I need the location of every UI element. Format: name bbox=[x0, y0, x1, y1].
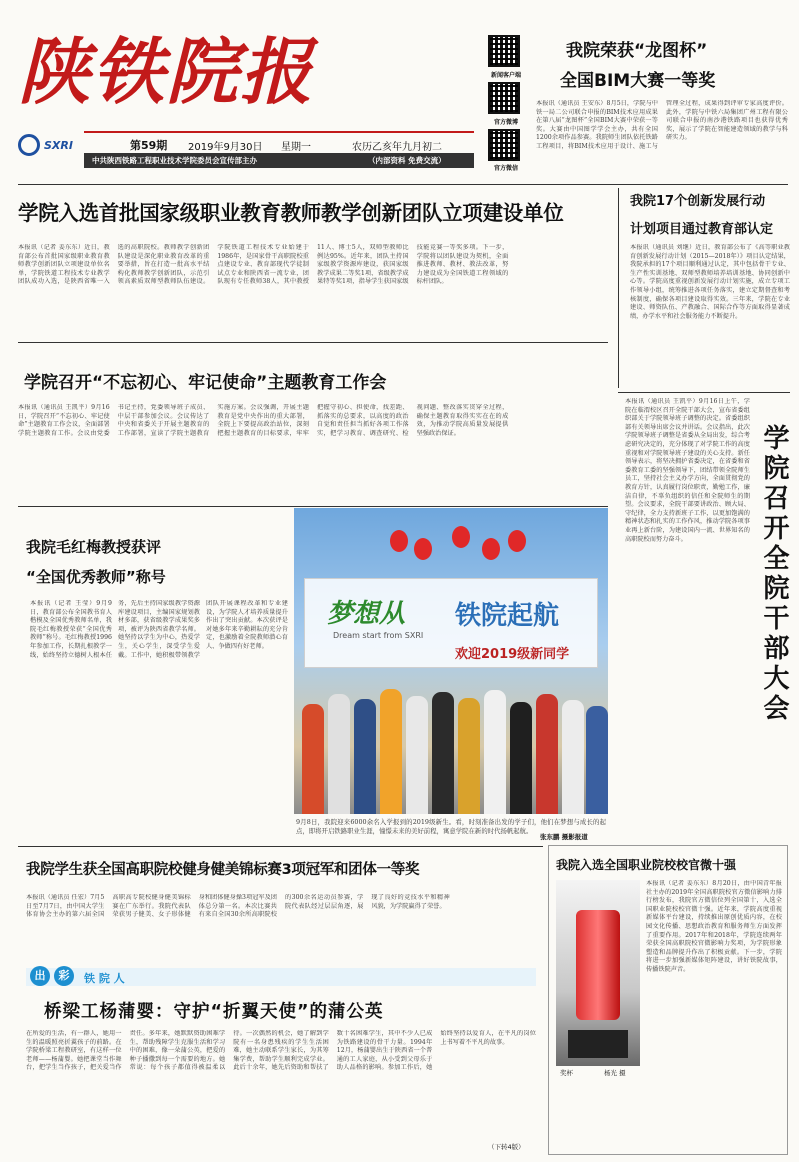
bim-headline-line-2: 全国BIM大赛一等奖 bbox=[560, 71, 716, 91]
award-article-body: 本报讯（记者 王莹）9月9日，教育部公布全国教书育人楷模及全国优秀教师名单，我院毛红梅教授荣获“全国优秀教师”称号。毛红梅教授1996年参加工作，长期扎根教学一线，始终坚持立德树人根本任务，先后主持国家级教学资源库建设项目，主编国家规划教材多部，获省级教学成果奖多项，被评为陕西省教学名师。她坚持以学生为中心，热爱学生，关心学生，深受学生爱戴。工作中，她积极带领教学团队开展课程改革和专业建设，为学院人才培养质量提升作出了突出贡献。本次获评是对她多年来辛勤耕耘的充分肯定，也激励着全院教师潜心育人、争做四有好老师。 bbox=[30, 600, 288, 659]
bim-article-body: 本报讯（通讯员 王安东）8月5日，学院与中铁一局二公司联合申报的BIM技术应用成果在第八届“龙图杯”全国BIM大赛中荣获一等奖。大赛由中国图学学会主办，共有全国1200余项作品参赛。我院师生团队依托铁路工程项目，将BIM技术应用于设计、施工与管理全过程，成果得到评审专家高度评价。此外，学院与中铁六局集团广州工程有限公司联合申报的南沙港铁路项目也获得优秀奖，展示了学院在智能建造领域的教学与科研实力。 bbox=[536, 100, 788, 150]
divider bbox=[618, 392, 790, 393]
divider bbox=[618, 188, 619, 388]
fitness-article-body: 本报讯（通讯员 任宏）7月5日至7月7日，由中国大学生体育协会主办的第六届全国高职高专院校健身健美锦标赛在广东举行。我院代表队荣获男子健美、女子形体健身和团体健身操3项冠军及团体总分第一名。本次比赛共有来自全国30余所高职院校的300余名运动员参赛，学院代表队经过层层角逐，展现了良好的竞技水平和精神风貌，为学院赢得了荣誉。 bbox=[26, 894, 450, 919]
school-logo-icon bbox=[18, 134, 40, 156]
photo-caption: 9月8日，我院迎来6000余名入学报到的2019级新生。看，时刻准备出发的学子们，他们在梦想与成长的起点，即将开启铁路职业生涯，憧憬未来的美好前程，寓意学院在新的时代扬帆起航。 bbox=[296, 818, 606, 835]
masthead-rule bbox=[84, 131, 474, 133]
innovation-headline-line-2: 计划项目通过教育部认定 bbox=[630, 222, 774, 237]
divider bbox=[18, 184, 788, 185]
balloon-icon bbox=[452, 526, 470, 548]
balloon-icon bbox=[508, 530, 526, 552]
continue-note: （下转4版） bbox=[488, 1143, 525, 1151]
banner-text-2: 铁院起航 bbox=[455, 601, 560, 631]
divider bbox=[18, 342, 608, 343]
wechat-article-body: 本报讯（记者 姜东东）8月20日，由中国青年报社主办的2019年全国高职院校官方微信影响力排行榜发布，我院官方微信位列全国第十，入选全国职业院校校官微十强。近年来，学院高度重视新媒体平台建设，持续推出原创优质内容，在校园文化传播、思想政治教育和服务师生方面发挥了重要作用。2017年和2018年，学院连续两年荣获全国高职院校官微影响力奖项，为学院形象塑造和品牌提升作出了积极贡献。下一步，学院将进一步加强新媒体矩阵建设，讲好铁院故事，传播铁院声音。 bbox=[646, 880, 782, 973]
freshman-photo bbox=[294, 508, 608, 814]
column-tag-1: 出 bbox=[30, 966, 50, 986]
publisher-note: （内部资料 免费交流） bbox=[368, 156, 446, 165]
qr-label-news-client: 新闻客户端 bbox=[490, 72, 521, 79]
balloon-icon bbox=[414, 538, 432, 560]
student-figure bbox=[484, 690, 506, 814]
lead-article-body: 本报讯（记者 姜东东）近日，教育部公布首批国家级职业教育教师教学创新团队立项建设单位名单，学院铁道工程技术专业教学团队成功入选，是陕西省唯一入选的高职院校。教师教学创新团队建设是深化职业教育改革的重要举措，旨在打造一批高水平结构化教师教学创新团队，示范引领高素质双师型教师队伍建设。学院铁道工程技术专业始建于1986年，是国家骨干高职院校重点建设专业、教育部现代学徒制试点专业和陕西省一流专业，团队现有专任教师38人，其中教授11人、博士5人，双师型教师比例达95%。近年来，团队主持国家级教学资源库建设，获国家级教学成果二等奖1项、省级教学成果特等奖1项，指导学生获国家级技能竞赛一等奖多项。下一步，学院将以团队建设为契机，全面推进教师、教材、教法改革，努力建设成为全国铁道工程领域的标杆团队。 bbox=[18, 244, 509, 286]
wechat-headline: 我院入选全国职业院校校官微十强 bbox=[556, 858, 737, 872]
lead-headline: 学院入选首批国家级职业教育教师教学创新团队立项建设单位 bbox=[18, 201, 564, 225]
innovation-article-body: 本报讯（通讯员 刘继）近日，教育部公布了《高等职业教育创新发展行动计划（2015—2018年）》项目认定结果，我院承担的17个项目顺利通过认定，其中包括骨干专业、生产性实训基地、双师型教师培养培训基地、协同创新中心等。学院高度重视创新发展行动计划实施，成立专项工作领导小组，统筹推进各项任务落实，建立定期督查和考核制度，确保各项目建设取得实效。三年来，学院在专业建设、师资队伍、产教融合、国际合作等方面取得显著成绩，办学水平和社会服务能力不断提升。 bbox=[630, 244, 790, 320]
innovation-headline-line-1: 我院17个创新发展行动 bbox=[630, 194, 766, 209]
photo-banner bbox=[304, 578, 598, 668]
trophy-photo bbox=[556, 880, 640, 1066]
student-figure bbox=[328, 694, 350, 814]
theme-headline: 学院召开“不忘初心、牢记使命”主题教育工作会 bbox=[24, 373, 387, 393]
student-figure bbox=[406, 696, 428, 814]
qr-code-news-client-icon[interactable] bbox=[488, 35, 520, 67]
balloon-icon bbox=[482, 538, 500, 560]
issue-date: 2019年9月30日 bbox=[188, 142, 263, 153]
banner-text-1: 梦想从 bbox=[327, 599, 406, 629]
photo-credit: 张东鹏 摄影报道 bbox=[540, 833, 588, 841]
student-figure bbox=[458, 698, 480, 814]
student-figure bbox=[302, 704, 324, 814]
trophy-base bbox=[568, 1030, 628, 1058]
award-headline-line-1: 我院毛红梅教授获评 bbox=[26, 538, 162, 556]
student-figure bbox=[510, 702, 532, 814]
trophy-caption: 奖杯 bbox=[560, 1069, 573, 1077]
column-article-body: 在所爱的生活，有一群人，她用一生的温暖照亮折翼孩子的前路。在学院桥梁工程教研室，有这样一位老师——杨蒲婴。她把课堂当作舞台，把学生当作孩子，把关爱当作责任。多年来，她默默资助困难学生，帮助残障学生克服生活和学习中的困难，像一朵蒲公英，把爱的种子播撒到每一个需要的地方。她常说：每个孩子都值得被温柔以待。一次偶然的机会，她了解到学院有一名身患残疾的学生生活困难，她主动联系学生家长，为其筹集学费，帮助学生顺利完成学业。此后十余年，她先后资助和帮扶了数十名困难学生，其中不少人已成为铁路建设的骨干力量。1994年12月，杨蒲婴出生于陕西省一个普通的工人家庭，从小受到父母乐于助人品格的影响。参加工作后，她始终坚持以爱育人，在平凡的岗位上书写着不平凡的故事。 bbox=[26, 1030, 536, 1072]
banner-text-3: Dream start from SXRI bbox=[333, 631, 424, 640]
student-figure bbox=[354, 699, 376, 814]
trophy-credit: 杨光 摄 bbox=[604, 1069, 626, 1077]
divider bbox=[18, 506, 608, 507]
award-headline-line-2: “全国优秀教师”称号 bbox=[26, 568, 166, 586]
qr-label-weibo: 官方微博 bbox=[493, 119, 518, 126]
column-headline: 桥梁工杨蒲婴：守护“折翼天使”的蒲公英 bbox=[44, 1002, 384, 1022]
cadres-article-body: 本报讯（通讯员 王凯平）9月16日上午，学院在临渭校区召开全院干部大会，宣布省委组织部关于学院领导班子调整的决定。省委组织部有关领导出席会议并讲话。会议指出，此次学院领导班子调整是省委从全局出发，综合考虑研究决定的，充分体现了对学院工作的高度重视和对学院领导班子建设的关心支持。新任领导表示，将坚决拥护省委决定，在省委和省委教育工委的坚强领导下，团结带领全院师生员工，坚持社会主义办学方向，全面贯彻党的教育方针，认真履行岗位职责，勤勉工作，廉洁自律，不辜负组织的信任和全院师生的期望。会议要求，全院干部要讲政治、顾大局、守纪律，全力支持新班子工作，以更加饱满的精神状态和扎实的工作作风，推动学院各项事业再上新台阶，为建设国内一流、世界知名的高职院校而努力奋斗。 bbox=[625, 398, 750, 543]
student-figure bbox=[432, 692, 454, 814]
qr-code-weibo-icon[interactable] bbox=[488, 82, 520, 114]
cadres-headline: 学院召开全院干部大会 bbox=[759, 424, 789, 724]
school-logo-text: SXRI bbox=[44, 139, 73, 152]
qr-code-wechat-icon[interactable] bbox=[488, 129, 520, 161]
divider bbox=[18, 846, 543, 847]
trophy-icon bbox=[576, 910, 620, 1020]
banner-text-4: 欢迎2019级新同学 bbox=[455, 647, 570, 662]
publisher-line: 中共陕西铁路工程职业技术学院委员会宣传部主办 bbox=[92, 156, 257, 165]
column-tag-2: 彩 bbox=[54, 966, 74, 986]
lunar-date: 农历乙亥年九月初二 bbox=[352, 142, 442, 153]
balloon-icon bbox=[390, 530, 408, 552]
issue-weekday: 星期一 bbox=[281, 142, 311, 153]
student-figure bbox=[586, 706, 608, 814]
student-figure bbox=[380, 689, 402, 814]
issue-number: 第59期 bbox=[130, 139, 168, 152]
fitness-headline: 我院学生获全国高职院校健身健美锦标赛3项冠军和团体一等奖 bbox=[26, 862, 420, 878]
bim-headline-line-1: 我院荣获“龙图杯” bbox=[566, 41, 708, 61]
column-title: 铁 院 人 bbox=[84, 972, 125, 985]
qr-label-wechat: 官方微信 bbox=[493, 165, 518, 172]
theme-article-body: 本报讯（通讯员 王凯平）9月16日，学院召开“不忘初心、牢记使命”主题教育工作会议，全面部署学院主题教育工作。会议由党委书记主持，党委领导班子成员、中层干部参加会议。会议传达了中央和省委关于开展主题教育的工作部署，宣读了学院主题教育实施方案。会议强调，开展主题教育是党中央作出的重大部署，全院上下要提高政治站位，深刻把握主题教育的目标要求，牢牢把握守初心、担使命，找差距、抓落实的总要求，以高度的政治自觉和责任担当抓好各项工作落实，把学习教育、调查研究、检视问题、整改落实贯穿全过程，确保主题教育取得实实在在的成效，为推动学院高质量发展提供坚强政治保证。 bbox=[18, 404, 509, 437]
student-figure bbox=[536, 694, 558, 814]
student-figure bbox=[562, 700, 584, 814]
masthead bbox=[18, 30, 458, 114]
newspaper-title: 陕铁院报 bbox=[18, 29, 315, 114]
